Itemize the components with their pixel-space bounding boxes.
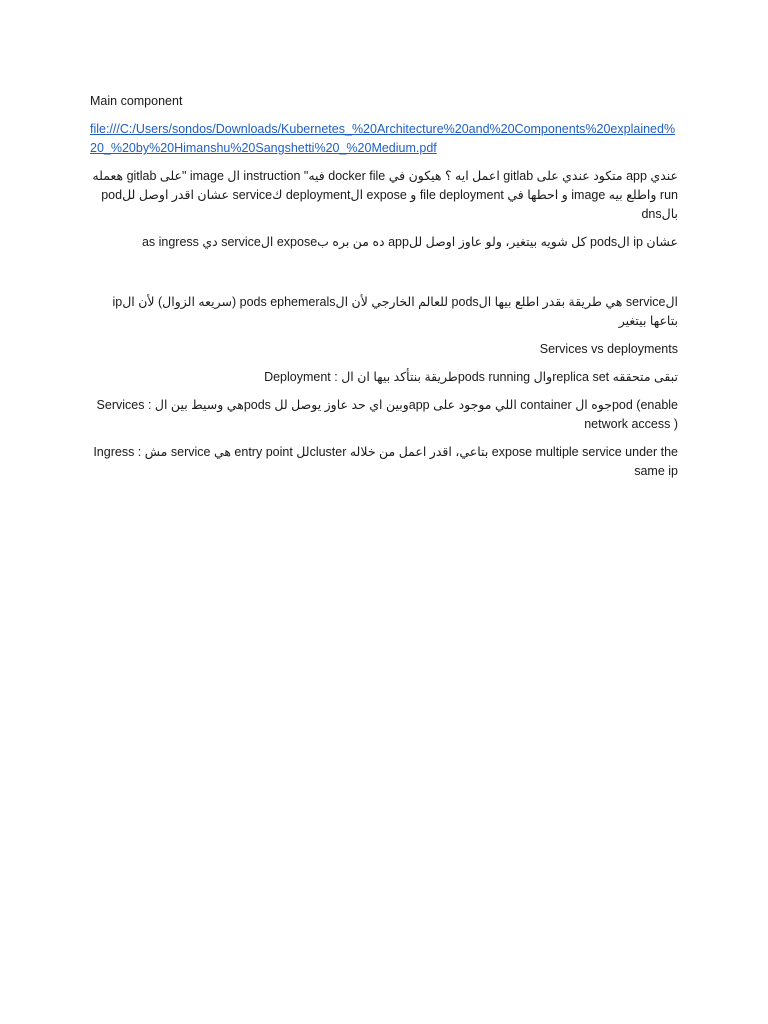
document-heading: Main component [90, 94, 183, 108]
paragraph-deployment-definition: Deployment : طريقة بنتأكد بيها ان الpods running والreplica set تبقى متحققه [264, 370, 678, 384]
paragraph-pods-ip: عشان ip الpods كل شويه بيتغير، ولو عاوز اوصل للapp ده من بره بexpose الservice دي as ingress [141, 235, 678, 249]
paragraph-services-definition: Services : هي وسيط بين الpods وبين اي حد عاوز يوصل للapp اللي موجود على container جوه الpod (enable network access ) [96, 398, 678, 431]
paragraph-gitlab-deployment: عندي app متكود عندي على gitlab اعمل ايه ؟ هيكون في docker file فيه" instruction ال image "على gitlab هعمله run واطلع بيه image و احطها في file deployment و expose الdeployment كservice عشان اقدر اوصل للpod بالdns [92, 169, 678, 221]
blank-line [90, 261, 678, 293]
paragraph-services-vs-deployments: Services vs deployments [539, 342, 678, 356]
paragraph-ingress-definition: Ingress : مش service هي entry point للcluster بتاعي، اقدر اعمل من خلاله expose multiple service under the same ip [93, 445, 678, 478]
pdf-link[interactable]: file:///C:/Users/sondos/Downloads/Kubernetes_%20Architecture%20and%20Components%20explained%20_%20by%20Himanshu%20Sangshetti%20_%20Medium.pdf [90, 122, 676, 155]
document-page [90, 92, 678, 490]
paragraph-service-definition: الservice هي طريقة بقدر اطلع بيها الpods للعالم الخارجي لأن الpods ephemerals (سريعه الزوال) لأن الip بتاعها بيتغير [112, 295, 678, 328]
